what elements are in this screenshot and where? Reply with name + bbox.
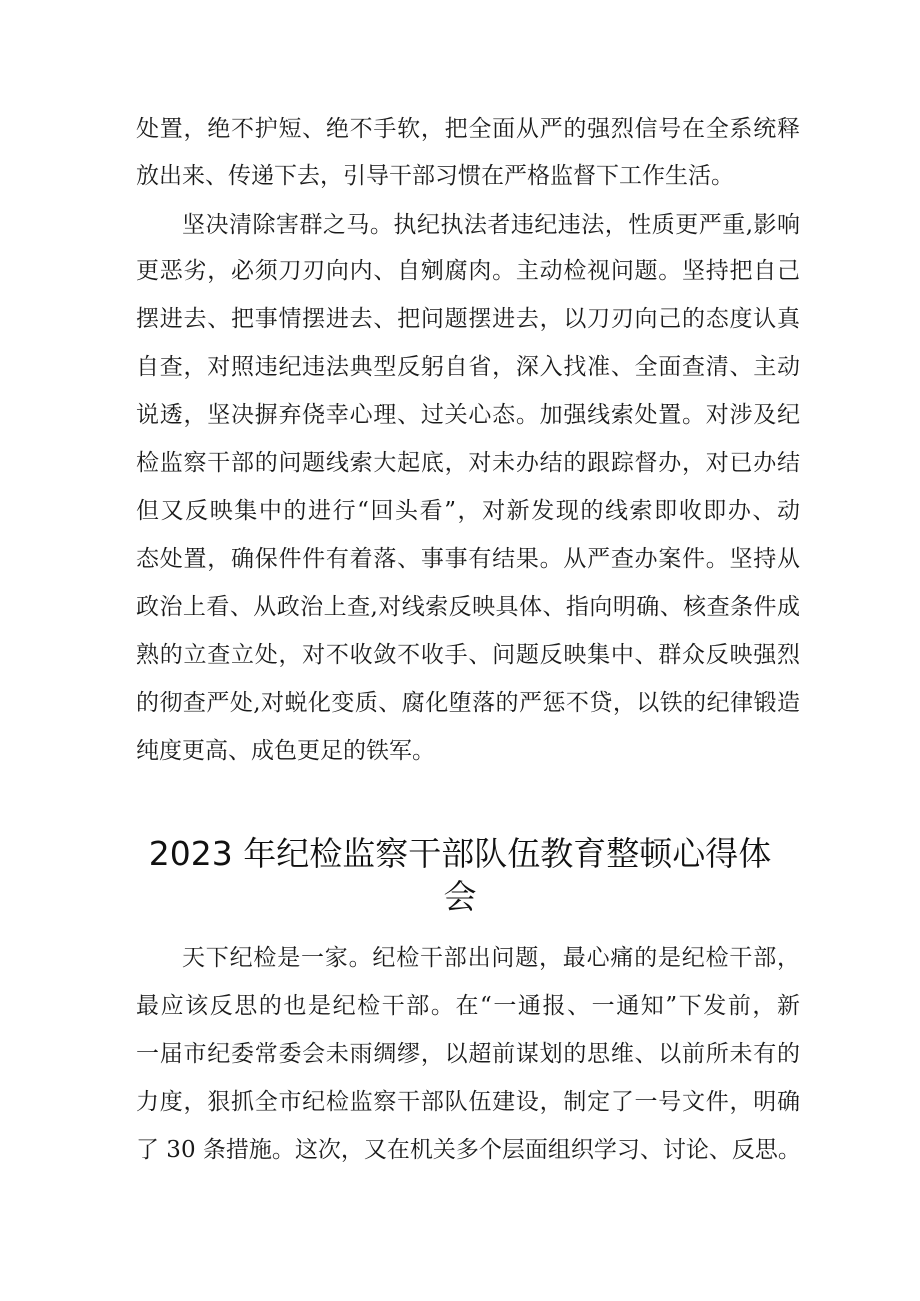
paragraph-line: 放出来、传递下去，引导干部习惯在严格监督下工作生活。 <box>136 163 734 189</box>
paragraph-line: 力度，狠抓全市纪检监察干部队伍建设，制定了一号文件，明确 <box>136 1089 800 1115</box>
paragraph-line: 天下纪检是一家。纪检干部出问题，最心痛的是纪检干部， <box>182 945 800 971</box>
paragraph-line: 摆进去、把事情摆进去、把问题摆进去，以刀刃向己的态度认真 <box>136 306 800 332</box>
paragraph-line: 坚决清除害群之马。执纪执法者违纪违法，性质更严重,影响 <box>182 212 800 238</box>
section-heading-continuation: 会 <box>443 877 477 916</box>
paragraph-line: 政治上看、从政治上查,对线索反映具体、指向明确、核查条件成 <box>136 594 800 620</box>
paragraph-line: 的彻查严处,对蜕化变质、腐化堕落的严惩不贷，以铁的纪律锻造 <box>136 690 800 716</box>
paragraph-line: 了 30 条措施。这次，又在机关多个层面组织学习、讨论、反思。 <box>136 1137 801 1163</box>
paragraph-line: 更恶劣，必须刀刃向内、自剜腐肉。主动检视问题。坚持把自己 <box>136 258 800 284</box>
section-heading: 2023 年纪检监察干部队伍教育整顿心得体 <box>148 834 772 873</box>
paragraph-line: 最应该反思的也是纪检干部。在“一通报、一通知”下发前，新 <box>136 993 800 1019</box>
paragraph-line: 但又反映集中的进行“回头看”，对新发现的线索即收即办、动 <box>136 498 800 524</box>
paragraph-line: 纯度更高、成色更足的铁军。 <box>136 738 435 764</box>
paragraph-line: 态处置，确保件件有着落、事事有结果。从严查办案件。坚持从 <box>136 546 800 572</box>
paragraph-line: 自查，对照违纪违法典型反躬自省，深入找准、全面查清、主动 <box>136 354 800 380</box>
paragraph-line: 说透，坚决摒弃侥幸心理、过关心态。加强线索处置。对涉及纪 <box>136 402 800 428</box>
paragraph-line: 处置，绝不护短、绝不手软，把全面从严的强烈信号在全系统释 <box>136 116 800 142</box>
paragraph-line: 熟的立查立处，对不收敛不收手、问题反映集中、群众反映强烈 <box>136 642 800 668</box>
paragraph-line: 一届市纪委常委会未雨绸缪，以超前谋划的思维、以前所未有的 <box>136 1041 800 1067</box>
paragraph-line: 检监察干部的问题线索大起底，对未办结的跟踪督办，对已办结 <box>136 450 800 476</box>
